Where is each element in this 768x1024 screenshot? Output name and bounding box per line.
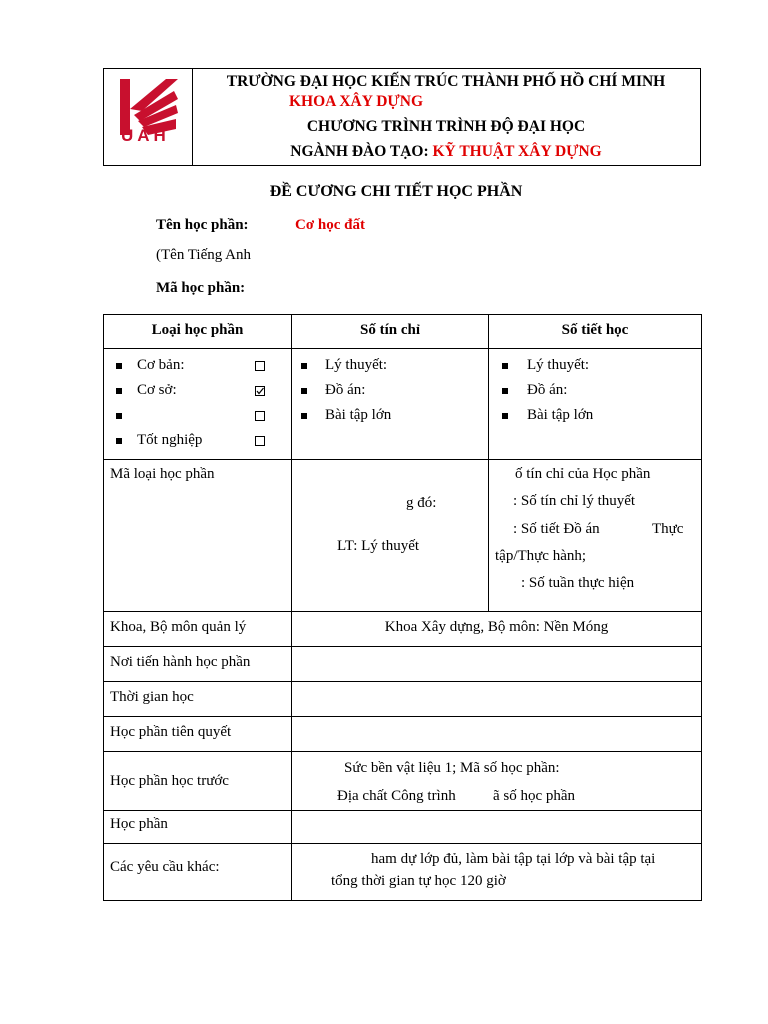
prereq-line: Địa chất Công trình <box>337 788 456 804</box>
requirements-line: ham dự lớp đủ, làm bài tập tại lớp và bài tập tại <box>371 851 656 867</box>
type-code-right-line: : Số tuần thực hiện <box>521 575 635 591</box>
logo-text: UAH <box>121 126 170 145</box>
bullet-icon <box>502 363 508 369</box>
row-label: Khoa, Bộ môn quản lý <box>110 619 247 635</box>
page-title: ĐỀ CƯƠNG CHI TIẾT HỌC PHẦN <box>269 183 523 200</box>
prereq-line: Sức bền vật liệu 1; Mã số học phần: <box>344 760 560 776</box>
type-code-right-line: : Số tiết Đồ án <box>513 521 600 537</box>
credits-item-label: Đồ án: <box>325 382 366 398</box>
periods-item-label: Bài tập lớn <box>527 407 594 423</box>
type-code-mid-cell <box>291 459 489 612</box>
bullet-icon <box>116 388 122 394</box>
credits-item-label: Bài tập lớn <box>325 407 392 423</box>
requirements-line: tổng thời gian tự học 120 giờ <box>331 873 506 889</box>
bullet-icon <box>116 438 122 444</box>
row-label: Học phần tiên quyết <box>110 724 232 740</box>
uah-logo-icon <box>104 69 192 165</box>
school-name: TRƯỜNG ĐẠI HỌC KIẾN TRÚC THÀNH PHỐ HỒ CHÍ MINH <box>226 73 666 90</box>
header-box <box>103 68 701 166</box>
department-value: Khoa Xây dựng, Bộ môn: Nền Móng <box>384 619 609 635</box>
type-code-right-line: tập/Thực hành; <box>495 548 587 564</box>
credits-item-label: Lý thuyết: <box>325 357 388 373</box>
header-credits-label: Số tín chỉ <box>359 322 420 338</box>
bullet-icon <box>301 363 307 369</box>
checkbox-basic[interactable] <box>255 361 265 371</box>
row-value-cell <box>291 716 702 752</box>
type-code-right-line: Thực <box>652 521 684 537</box>
checkbox-foundation[interactable] <box>255 386 265 396</box>
type-item-label: Cơ sở: <box>137 382 177 398</box>
row-label: Nơi tiến hành học phần <box>110 654 251 670</box>
type-code-right-line: : Số tín chỉ lý thuyết <box>513 493 636 509</box>
periods-cell <box>488 348 702 460</box>
prereq-line: ã số học phần <box>493 788 576 804</box>
credits-cell <box>291 348 489 460</box>
row-value-cell <box>291 810 702 844</box>
course-name-label: Tên học phần: <box>156 217 249 233</box>
type-code-lt: LT: Lý thuyết <box>337 538 420 554</box>
bullet-icon <box>116 413 122 419</box>
bullet-icon <box>502 388 508 394</box>
type-item-label: Tốt nghiệp <box>137 432 203 448</box>
english-name-label: (Tên Tiếng Anh <box>156 247 252 263</box>
course-name-value: Cơ học đất <box>295 217 365 233</box>
periods-item-label: Lý thuyết: <box>527 357 590 373</box>
row-label: Thời gian học <box>110 689 194 705</box>
type-item-label: Cơ bản: <box>137 357 185 373</box>
bullet-icon <box>502 413 508 419</box>
major-line <box>192 143 700 161</box>
row-label: Các yêu cầu khác: <box>110 859 220 875</box>
row-value-cell <box>291 646 702 682</box>
periods-item-label: Đồ án: <box>527 382 568 398</box>
major-label: NGÀNH ĐÀO TẠO: <box>290 143 433 160</box>
header-type-label: Loại học phần <box>151 322 244 338</box>
row-value-cell <box>291 681 702 717</box>
faculty-name: KHOA XÂY DỰNG <box>288 93 424 110</box>
header-periods-label: Số tiết học <box>561 322 629 338</box>
major-value: KỸ THUẬT XÂY DỰNG <box>432 143 602 160</box>
bullet-icon <box>301 388 307 394</box>
course-code-label: Mã học phần: <box>156 280 246 296</box>
bullet-icon <box>116 363 122 369</box>
logo-cell <box>104 69 193 165</box>
type-code-note: g đó: <box>406 495 437 511</box>
checkbox-blank[interactable] <box>255 411 265 421</box>
check-mark-icon <box>255 386 265 396</box>
row-label: Học phần <box>110 816 168 832</box>
type-code-right-line: ố tín chỉ của Học phần <box>515 466 651 482</box>
type-code-label: Mã loại học phần <box>110 466 215 482</box>
checkbox-graduation[interactable] <box>255 436 265 446</box>
row-label: Học phần học trước <box>110 773 229 789</box>
program-level: CHƯƠNG TRÌNH TRÌNH ĐỘ ĐẠI HỌC <box>306 118 586 135</box>
bullet-icon <box>301 413 307 419</box>
